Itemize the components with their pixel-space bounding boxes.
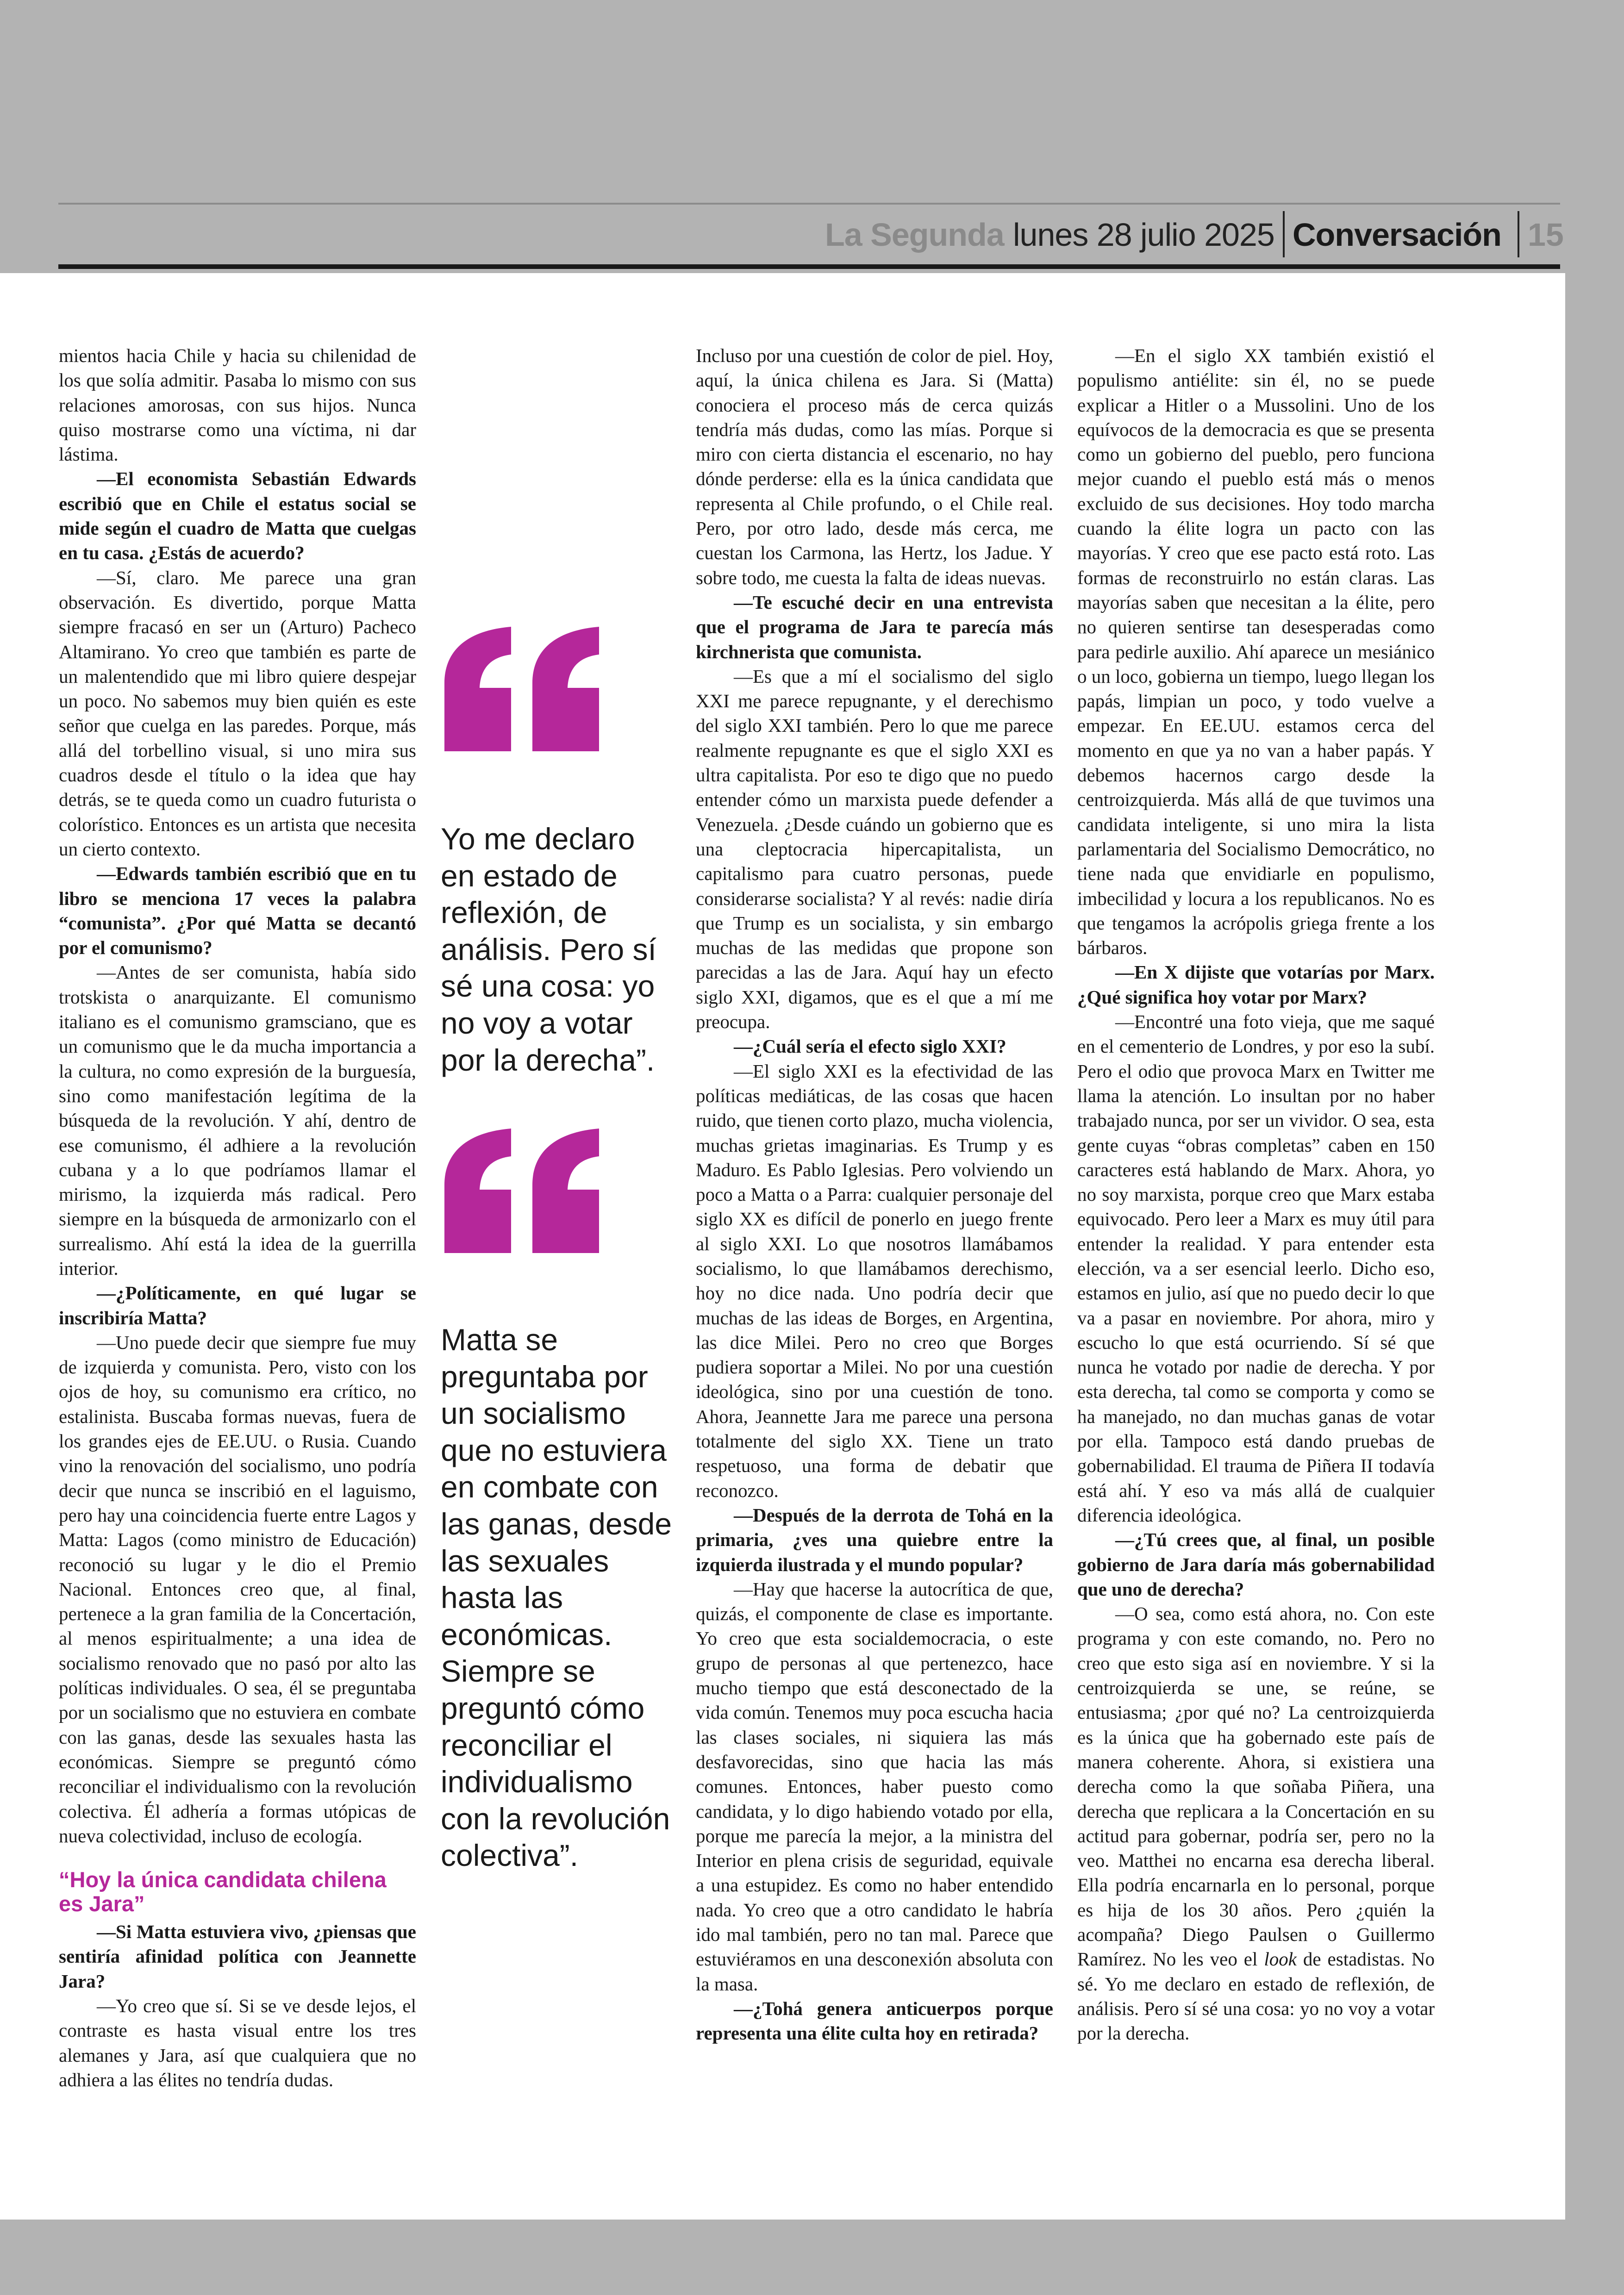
interview-answer: —En el siglo XX también existió el populismo antiélite: sin él, no se puede explicar a Hitler o a Mussolini. Uno de los equívocos de la democracia es que se presenta como un gobierno del pueblo, pero funciona mejor cuando el pueblo está más o menos excluido de sus decisiones. Hoy todo marcha cuando la élite logra un pacto con las mayorías. Y creo que ese pacto está roto. Las formas de reconstruirlo no están claras. Las mayorías saben que necesitan a la élite, pero no quieren sentirse tan desesperadas como para pedirle auxilio. Ahí aparece un mesiánico o un loco, gobierna un tiempo, luego llegan los papás, limpian un poco, y todo vuelve a empezar. En EE.UU. estamos cerca del momento en que ya no van a haber papás. Y debemos hacernos cargo desde la centroizquierda. Más allá de que tuvimos una candidata inteligente, si uno mira la lista parlamentaria del Socialismo Democrático, no tiene nada que envidiarle en populismo, imbecilidad y locura a los republicanos. No es que tengamos la acrópolis griega frente a los bárbaros.: [1077, 345, 1435, 959]
interview-answer: —Yo creo que sí. Si se ve desde lejos, el contraste es hasta visual entre los tres alemanes y Jara, así que cualquiera que no adhiera a las élites no tendría dudas.: [59, 1995, 416, 2090]
answer-text: —O sea, como está ahora, no. Con este programa y con este comando, no. Pero no creo que esto siga así en noviembre. Y si la centroizquierda se une, se reúne, se entusiasma; ¿por qué no? La centroizquierda es la única que ha gobernado este país de manera coherente. Ahora, si existiera una derecha como la que soñaba Piñera, una derecha que replicara a la Concertación en su actitud para gobernar, podría ser, pero no la veo. Matthei no encarna esa derecha liberal. Ella podría encarnarla en lo personal, porque es hija de los 30 años. Pero ¿quién la acompaña? Diego Paulsen o Guillermo Ramírez. No les veo el: [1077, 1603, 1435, 1970]
italic-word: look: [1264, 1948, 1297, 1970]
interview-question: —Te escuché decir en una entrevista que el programa de Jara te parecía más kirchnerista que comunista.: [696, 591, 1053, 662]
masthead-divider: [1283, 211, 1285, 257]
page-number: 15: [1528, 217, 1564, 253]
masthead-bottom-rule: [58, 264, 1560, 269]
interview-question: —Si Matta estuviera vivo, ¿piensas que sentiría afinidad política con Jeannette Jara?: [59, 1921, 416, 1992]
interview-answer: —Encontré una foto vieja, que me saqué en el cementerio de Londres, y por eso la subí. Pero el odio que provoca Marx en Twitter me llama la atención. Lo insultan por no haber trabajado nunca, por ser un vividor. O sea, esta gente cuyas “obras completas” caben en 150 caracteres está hablando de Marx. Ahora, yo no soy marxista, porque creo que Marx estaba equivocado. Pero leer a Marx es muy útil para entender la realidad. Y para entender esta elección, va a ser esencial leerlo. Dicho eso, estamos en julio, así que no puedo decir lo que va a pasar en noviembre. Por ahora, miro y escucho lo que está ocurriendo. Sí sé que nunca he votado por nadie de derecha. Y por esta derecha, tal como se comporta y como se ha manejado, no dan muchas ganas de votar por ella. Tampoco está dando pruebas de gobernabilidad. El trauma de Piñera II todavía está ahí. Y eso va más allá de cualquier diferencia ideológica.: [1077, 1011, 1435, 1526]
article-column-4: [1077, 343, 1435, 2046]
pull-quote: Yo me declaro en estado de reflexión, de análisis. Pero sí sé una cosa: yo no voy a votar por la derecha”.: [441, 822, 656, 1077]
masthead-top-rule: [58, 203, 1560, 205]
interview-answer: —Hay que hacerse la autocrítica de que, quizás, el componente de clase es importante. Yo creo que esta socialdemocracia, o este grupo de personas al que pertenezco, hace mucho tiempo que está desconectado de la vida común. Tenemos muy poca escucha hacia las clases sociales, ni siquiera las más desfavorecidas, sino que hacia las más comunes. Entonces, haber puesto como candidata, y lo digo habiendo votado por ella, porque me parecía la mejor, a la ministra del Interior en plena crisis de seguridad, equivale a una estupidez. Es como no haber entendido nada. Yo creo que a otro candidato le habría ido mal también, pero no tan mal. Parece que estuviéramos en una desconexión absoluta con la masa.: [696, 1578, 1053, 1995]
interview-question: —En X dijiste que votarías por Marx. ¿Qué significa hoy votar por Marx?: [1077, 961, 1435, 1008]
interview-question: —Edwards también escribió que en tu libro se menciona 17 veces la palabra “comunista”. ¿Por qué Matta se decantó por el comunismo?: [59, 863, 416, 959]
interview-question: —¿Tohá genera anticuerpos porque representa una élite culta hoy en retirada?: [696, 1997, 1053, 2044]
interview-question: —¿Tú crees que, al final, un posible gobierno de Jara daría más gobernabilidad que uno de derecha?: [1077, 1529, 1435, 1600]
interview-answer: [1077, 1602, 1435, 2046]
masthead-section: Conversación: [1293, 217, 1501, 253]
masthead-date: lunes 28 julio 2025: [1013, 217, 1274, 253]
open-quotation-mark-icon: [441, 624, 607, 754]
interview-answer: —Uno puede decir que siempre fue muy de izquierda y comunista. Pero, visto con los ojos de hoy, su comunismo era crítico, no estalinista. Buscaba formas nuevas, fuera de los grandes ejes de EE.UU. o Rusia. Cuando vino la renovación del socialismo, uno podría decir que nunca se inscribió en el laguismo, pero hay una coincidencia fuerte entre Lagos y Matta: Lagos (como ministro de Educación) reconoció su lugar y le dio el Premio Nacional. Entonces creo que, al final, pertenece a la gran familia de la Concertación, al menos espiritualmente; a una idea de socialismo renovado que no pasó por alto las políticas individuales. O sea, él se preguntaba por un socialismo que no estuviera en combate con las ganas, desde las sexuales hasta las económicas. Siempre se preguntó cómo reconciliar el individualismo con la revolución colectiva. Él adhería a formas utópicas de nueva colectividad, incluso de ecología.: [59, 1331, 416, 1846]
masthead-brand: La Segunda: [825, 217, 1004, 253]
masthead-divider: [1518, 211, 1519, 257]
pull-quote: Matta se preguntaba por un socialismo que no estuviera en combate con las ganas, desde las sexuales hasta las económicas. Siempre se preguntó cómo reconciliar el individualismo con la revolución colectiva”.: [441, 1322, 672, 1873]
interview-question: —El economista Sebastián Edwards escribió que en Chile el estatus social se mide según el cuadro de Matta que cuelgas en tu casa. ¿Estás de acuerdo?: [59, 468, 416, 564]
answer-text: de estadistas. No sé. Yo me declaro en estado de reflexión, de análisis. Pero sí sé una cosa: yo no voy a votar por la derecha.: [1077, 1948, 1435, 2044]
section-subhead: “Hoy la única candidata chilena es Jara”: [59, 1867, 387, 1916]
open-quotation-mark-icon: [441, 1126, 607, 1255]
interview-answer: —Antes de ser comunista, había sido trotskista o anarquizante. El comunismo italiano es el comunismo gramsciano, que es un comunismo que le da mucha importancia a la cultura, no como expresión de la burguesía, sino como manifestación legítima de la búsqueda de la revolución. Y ahí, dentro de ese comunismo, él adhiere a la revolución cubana y a lo que podríamos llamar el mirismo, la izquierda más radical. Pero siempre en la búsqueda de armonizarlo con el surrealismo. Ahí está la idea de la guerrilla interior.: [59, 961, 416, 1279]
interview-question: —¿Cuál sería el efecto siglo XXI?: [734, 1035, 1006, 1057]
interview-answer: —Sí, claro. Me parece una gran observación. Es divertido, porque Matta siempre fracasó en ser un (Arturo) Pacheco Altamirano. Yo creo que también es parte de un malentendido que mi libro quiere despejar un poco. No sabemos muy bien quién es este señor que cuelga en las paredes. Porque, más allá del torbellino visual, si uno mira sus cuadros desde el título o la idea que hay detrás, se te queda como un cuadro futurista o colorístico. Entonces es un artista que necesita un cierto contexto.: [59, 567, 416, 860]
paragraph: mientos hacia Chile y hacia su chilenidad de los que solía admitir. Pasaba lo mismo con sus relaciones amorosas, con sus hijos. Nunca quiso mostrarse como una víctima, ni dar lástima.: [59, 345, 416, 465]
article-column-3: [696, 343, 1053, 2046]
interview-question: —¿Políticamente, en qué lugar se inscribiría Matta?: [59, 1282, 416, 1328]
paragraph: Incluso por una cuestión de color de piel. Hoy, aquí, la única chilena es Jara. Si (Matta) conociera el proceso más de cerca quizás tendría más dudas, como las mías. Porque si miro con cierta distancia el escenario, no hay dónde perderse: ella es la única candidata que representa al Chile profundo, o el Chile real. Pero, por otro lado, desde más cerca, me cuestan los Carmona, las Hertz, los Jadue. Y sobre todo, me cuesta la falta de ideas nuevas.: [696, 345, 1053, 588]
article-column-1: [59, 343, 416, 2092]
interview-answer: —Es que a mí el socialismo del siglo XXI me parece repugnante, y el derechismo del siglo XXI también. Pero lo que me parece realmente repugnante es que el siglo XXI es ultra capitalista. Por eso te digo que no puedo entender cómo un marxista puede defender a Venezuela. ¿Desde cuándo un gobierno que es una cleptocracia hipercapitalista, un capitalismo para cuatro personas, puede considerarse socialista? Y al revés: nadie diría que Trump es un socialista, y sin embargo muchas de las medidas que propone son parecidas a las de Jara. Aquí hay un efecto siglo XXI, digamos, que es el que a mí me preocupa.: [696, 665, 1053, 1033]
interview-question: —Después de la derrota de Tohá en la primaria, ¿ves una quiebre entre la izquierda ilustrada y el mundo popular?: [696, 1504, 1053, 1575]
interview-answer: —El siglo XXI es la efectividad de las políticas mediáticas, de las cosas que hacen ruido, que tienen corto plazo, mucha violencia, muchas grietas imaginarias. Es Trump y es Maduro. Es Pablo Iglesias. Pero volviendo un poco a Matta o a Parra: cualquier personaje del siglo XX es difícil de ponerlo en juego frente al siglo XXI. Lo que nosotros llamábamos socialismo, lo que llamábamos derechismo, hoy no dice nada. Uno podría decir que muchas de las ideas de Borges, en Argentina, las dice Milei. Pero no creo que Borges pudiera soportar a Milei. No por una cuestión ideológica, sino por una cuestión de tono. Ahora, Jeannette Jara me parece una persona totalmente del siglo XX. Tiene un trato respetuoso, una forma de debatir que reconozco.: [696, 1060, 1053, 1501]
